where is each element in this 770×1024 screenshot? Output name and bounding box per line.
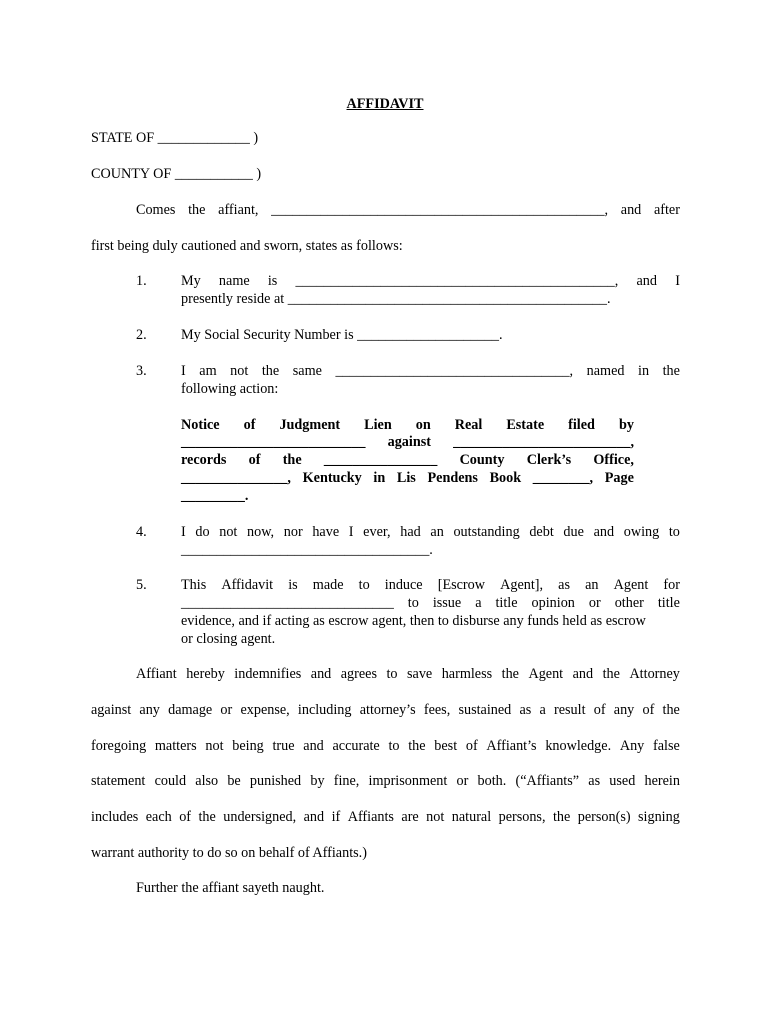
word: same	[292, 363, 322, 379]
word: imprisonment	[368, 773, 448, 789]
indemnity-line-6: warrant authority to do so on behalf of Affiants.)	[91, 845, 367, 861]
word: nor	[283, 524, 303, 540]
word: if	[331, 809, 341, 825]
word: the	[602, 666, 620, 682]
word: as	[519, 702, 532, 718]
word: knowledge.	[545, 738, 612, 754]
word: Clerk’s	[526, 452, 572, 468]
item-number: 1.	[136, 273, 147, 289]
word: to	[668, 524, 680, 540]
indemnity-line-3	[91, 737, 680, 755]
word: Pendens	[427, 470, 478, 486]
word: agrees	[340, 666, 377, 682]
word: __________________________	[181, 434, 366, 450]
word: not	[205, 738, 224, 754]
word: to	[407, 595, 419, 611]
word: Judgment	[279, 417, 341, 433]
state-line: STATE OF _____________ )	[91, 130, 259, 146]
word: as	[558, 577, 570, 593]
word: false	[653, 738, 680, 754]
item-5-line-3: evidence, and if acting as escrow agent, then to disburse any funds held as escrow	[181, 613, 646, 629]
word: a	[539, 702, 546, 718]
word: of	[465, 738, 478, 754]
word: and	[303, 738, 324, 754]
indemnity-line-5	[91, 808, 680, 826]
word: debt	[529, 524, 554, 540]
word: are	[401, 809, 419, 825]
word: to	[358, 577, 370, 593]
word: sustained	[458, 702, 512, 718]
word: damage	[168, 702, 213, 718]
word: by	[310, 773, 325, 789]
word: including	[297, 702, 352, 718]
word: to	[388, 738, 400, 754]
word: fees,	[423, 702, 451, 718]
word: (“Affiants”	[515, 773, 580, 789]
word: due	[563, 524, 584, 540]
item-number: 4.	[136, 524, 147, 540]
word: Any	[619, 738, 645, 754]
word: ever,	[363, 524, 391, 540]
item-1-line-1	[181, 272, 680, 290]
word: Affiant	[136, 666, 177, 682]
closing-line: Further the affiant sayeth naught.	[136, 880, 325, 896]
county-line: COUNTY OF ___________ )	[91, 166, 262, 182]
word: _______________,	[181, 470, 291, 486]
word: My	[181, 273, 201, 289]
item-number: 5.	[136, 577, 147, 593]
intro-line-2: first being duly cautioned and sworn, states as follows:	[91, 238, 403, 254]
word: I	[181, 524, 186, 540]
indemnity-line-1	[136, 665, 680, 683]
word: matters	[154, 738, 197, 754]
word: persons,	[498, 809, 546, 825]
word: Real	[454, 417, 483, 433]
word: any	[139, 702, 160, 718]
word: _________________________,	[453, 434, 634, 450]
word: other	[614, 595, 644, 611]
item-4-line-2: ___________________________________.	[181, 542, 433, 558]
word: the	[501, 666, 519, 682]
word: or	[588, 595, 601, 611]
word: each	[145, 809, 172, 825]
word: the	[408, 738, 426, 754]
word: not	[426, 809, 445, 825]
item-number: 3.	[136, 363, 147, 379]
word: _____________________________________________,	[295, 273, 619, 289]
word: herein	[644, 773, 680, 789]
word: I	[675, 273, 680, 289]
word: of	[179, 809, 192, 825]
notice-line-3	[181, 451, 634, 469]
word: Affiants	[347, 809, 394, 825]
word: hereby	[186, 666, 225, 682]
word: owing	[623, 524, 660, 540]
word: for	[663, 577, 680, 593]
word: Kentucky	[302, 470, 362, 486]
word: _________________________________,	[335, 363, 574, 379]
item-5-line-2	[181, 594, 680, 612]
word: affiant,	[218, 202, 259, 218]
word: I	[348, 524, 354, 540]
word: _______________________________________________,	[271, 202, 609, 218]
word: Lis	[396, 470, 416, 486]
word: Attorney	[629, 666, 680, 682]
word: am	[199, 363, 217, 379]
word: or	[456, 773, 469, 789]
notice-line-2	[181, 433, 634, 451]
word: both.	[477, 773, 507, 789]
word: [Escrow	[437, 577, 485, 593]
word: Agent],	[500, 577, 544, 593]
item-5-line-1	[181, 576, 680, 594]
word: being	[232, 738, 264, 754]
word: do	[195, 524, 210, 540]
word: in	[638, 363, 650, 379]
word: named	[586, 363, 625, 379]
word: records	[181, 452, 227, 468]
word: statement	[91, 773, 146, 789]
word: foregoing	[91, 738, 147, 754]
notice-line-4	[181, 469, 634, 487]
word: signing	[638, 809, 680, 825]
word: of	[243, 417, 256, 433]
word: and	[620, 202, 642, 218]
word: outstanding	[453, 524, 520, 540]
word: a	[475, 595, 482, 611]
word: indemnifies	[234, 666, 302, 682]
word: and	[593, 524, 615, 540]
item-3-line-1	[181, 362, 680, 380]
word: the	[552, 809, 571, 825]
word: ________,	[532, 470, 594, 486]
word: undersigned,	[223, 809, 297, 825]
word: by	[618, 417, 634, 433]
word: to	[386, 666, 398, 682]
notice-line-5: _________.	[181, 488, 249, 504]
word: best	[434, 738, 458, 754]
word: after	[653, 202, 680, 218]
word: Comes	[136, 202, 176, 218]
item-4-line-1	[181, 523, 680, 541]
indemnity-line-2	[91, 701, 680, 719]
word: of	[593, 702, 606, 718]
item-number: 2.	[136, 327, 147, 343]
intro-line-1	[136, 201, 680, 219]
document-title: AFFIDAVIT	[346, 96, 424, 112]
word: an	[430, 524, 444, 540]
word: is	[267, 273, 278, 289]
word: This	[181, 577, 207, 593]
word: in	[373, 470, 386, 486]
word: be	[227, 773, 241, 789]
word: attorney’s	[359, 702, 416, 718]
word: or	[220, 702, 233, 718]
word: person(s)	[577, 809, 631, 825]
word: Affidavit	[221, 577, 274, 593]
word: I	[181, 363, 186, 379]
word: and	[310, 666, 332, 682]
word: ________________	[323, 452, 438, 468]
word: against	[387, 434, 431, 450]
word: induce	[384, 577, 423, 593]
word: the	[188, 202, 206, 218]
word: harmless	[441, 666, 493, 682]
item-5-line-4: or closing agent.	[181, 631, 276, 647]
word: title	[495, 595, 518, 611]
word: not	[219, 524, 238, 540]
item-3-line-2: following action:	[181, 381, 279, 397]
word: Lien	[364, 417, 392, 433]
word: Affiant’s	[486, 738, 537, 754]
word: Page	[604, 470, 634, 486]
word: made	[312, 577, 344, 593]
word: had	[400, 524, 421, 540]
word: expense,	[240, 702, 290, 718]
word: the	[282, 452, 302, 468]
word: the	[198, 809, 216, 825]
word: Agent	[613, 577, 649, 593]
word: not	[230, 363, 249, 379]
word: the	[261, 363, 280, 379]
word: title	[657, 595, 680, 611]
word: punished	[249, 773, 302, 789]
word: the	[662, 702, 680, 718]
word: now,	[247, 524, 275, 540]
word: Agent	[528, 666, 564, 682]
word: could	[154, 773, 187, 789]
indemnity-line-4	[91, 772, 680, 790]
word: any	[613, 702, 635, 718]
word: accurate	[332, 738, 380, 754]
word: on	[415, 417, 431, 433]
word: used	[609, 773, 636, 789]
word: and	[572, 666, 594, 682]
notice-line-1	[181, 416, 634, 434]
word: Office,	[593, 452, 634, 468]
word: fine,	[333, 773, 360, 789]
word: also	[195, 773, 219, 789]
word: issue	[432, 595, 462, 611]
word: save	[407, 666, 433, 682]
word: Notice	[181, 417, 220, 433]
word: an	[585, 577, 599, 593]
word: filed	[568, 417, 595, 433]
item-2-line-1: My Social Security Number is ____________________.	[181, 327, 503, 343]
word: of	[248, 452, 261, 468]
word: opinion	[531, 595, 575, 611]
word: County	[459, 452, 505, 468]
word: the	[662, 363, 680, 379]
word: of	[642, 702, 655, 718]
word: Estate	[506, 417, 545, 433]
word: is	[288, 577, 298, 593]
word: includes	[91, 809, 139, 825]
word: as	[588, 773, 601, 789]
word: result	[554, 702, 586, 718]
word: and	[636, 273, 657, 289]
word: natural	[451, 809, 492, 825]
word: against	[91, 702, 132, 718]
word: true	[272, 738, 295, 754]
word: have	[312, 524, 340, 540]
word: Book	[489, 470, 522, 486]
item-1-line-2: presently reside at _____________________________________________.	[181, 291, 611, 307]
word: ______________________________	[181, 595, 394, 611]
word: and	[303, 809, 325, 825]
word: name	[218, 273, 250, 289]
